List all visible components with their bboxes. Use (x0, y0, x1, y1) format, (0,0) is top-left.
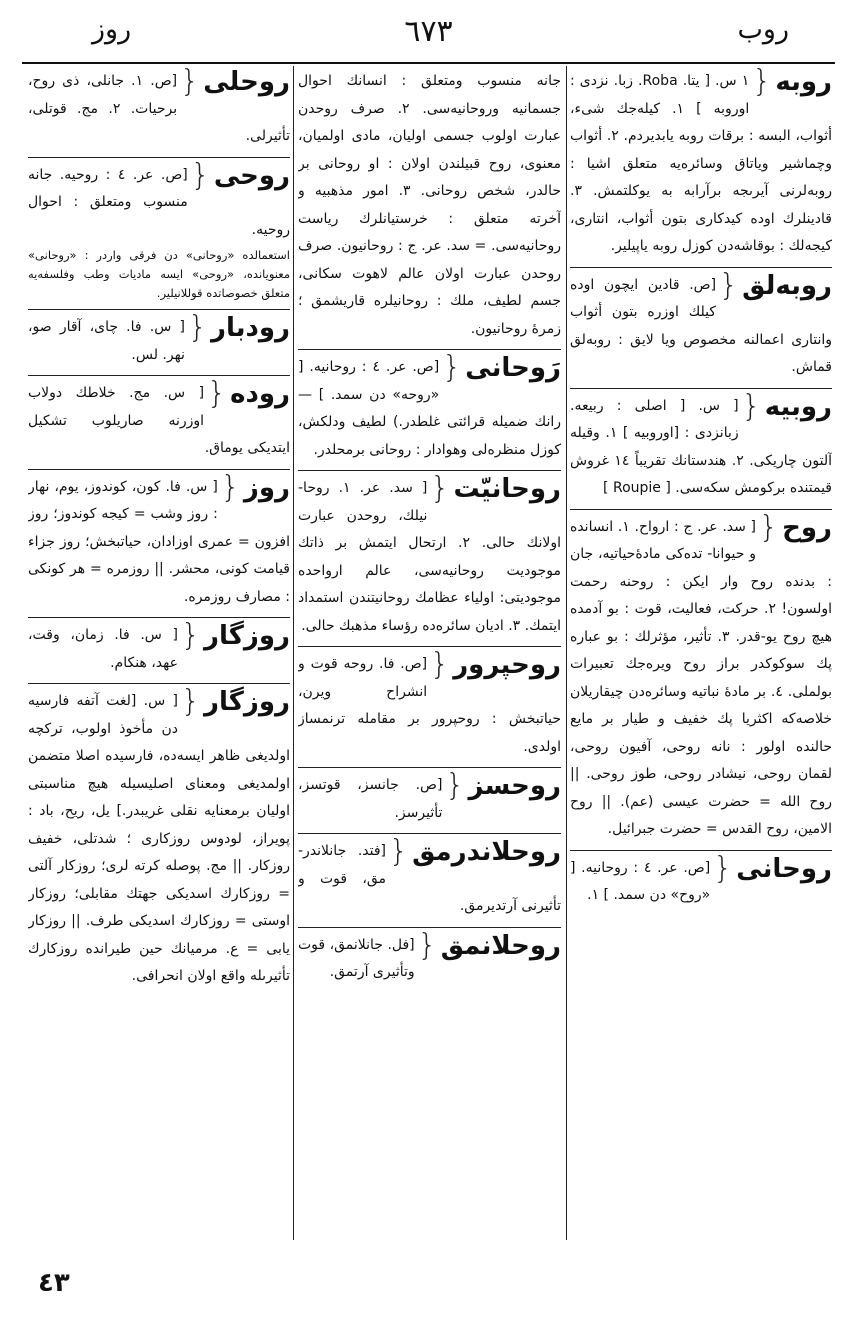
column-right (570, 66, 832, 1238)
entry-headword: روحلى (203, 67, 290, 97)
entry-brace: { (741, 388, 761, 424)
entry-definition: و انشراح ويرن، حياتبخش : روحپرور بر مقامله ترنمساز اولدى. (298, 656, 561, 755)
entry-grammar: [ س. [ اصلى : ربيعه. زبانزدى : [اوروبيه ] ١. (570, 397, 739, 441)
entry-divider (570, 850, 832, 851)
entry-grammar: [ س. [لغت آتفه فارسيه دن مأخوذ اولوب، (28, 693, 178, 737)
entry-grammar: [ص. عر. ٤ : روحانيه. [ «روحه» دن سمد. ] — (298, 359, 440, 403)
entry-definition: جانه منسوب ومتعلق : انسانك احوال جسمانيه وروحانيەسى. ٢. صرف روحدن عبارت اولوب جسمى اوليان، مادى اولميان، معنوى، روح قبيلندن اولان : او روحانى بر حالدر، شخص روحانى. ٣. امور مذهبيه و آخرته متعلق : خرستيانلرك رياست روحانيەسى. = سد. عر. ج : روحانيون. صرف روحدن عبارت اولان عالم لاهوت سكانى، جسم لطيف، ملك : روحانيلره قاريشمق ؛ زمرهٔ روحانيون. (298, 73, 561, 337)
entry-brace: { (220, 469, 240, 505)
entry-brace: { (445, 768, 465, 803)
entry-definition: ١. كيلەجك شیء، أثواب، البسە : برقات روبه يابدیردم. ٢. أثواب وچماشیر وياتاق وسائرەيه متعلق اشيا : روبەلرنى آيرىجه برآرابه بە يوكلتمش. ٣. قادينلرك اوده كيدكارى بتون أثواب، انتارى، كيجەلك : بوقاشەدن كوزل روبه ياپيلير. (570, 100, 832, 254)
entry-grammar: [ص. قادين ايچون اوده (570, 276, 717, 293)
entry-grammar: [ س. فا. چاى، آقار صو، (28, 319, 185, 335)
dictionary-entry-continued (298, 66, 561, 347)
dictionary-entry (298, 473, 561, 644)
entry-headword: روزگار (204, 621, 290, 651)
entry-brace: { (190, 157, 210, 193)
dictionary-entry (28, 469, 290, 616)
entry-divider (298, 767, 561, 768)
entry-headword: روح (782, 512, 832, 543)
dictionary-entry (570, 850, 832, 914)
entry-definition: تأثيرنى آرتديرمق. (459, 898, 561, 914)
entry-grammar: [فل. جانلانمق، قوت (298, 936, 415, 953)
right-guide-word: روب (737, 14, 789, 45)
signature-number: ٤٣ (38, 1268, 70, 1298)
dictionary-entry (28, 157, 290, 308)
dictionary-entry (570, 509, 832, 848)
entry-divider (28, 375, 290, 376)
entry-brace: { (180, 684, 201, 719)
entry-grammar: [ س. فا. كون، كوندوز، يوم، نهار : روز وشب = (28, 478, 218, 522)
entry-grammar: [ س. مج. خلاطك دولاب (28, 385, 205, 401)
entry-brace: { (207, 376, 227, 411)
entry-brace: { (389, 834, 409, 869)
entry-divider (28, 617, 290, 618)
entry-grammar: [ص. فا. روحه قوت (310, 656, 428, 672)
entry-grammar: [ص. ١. جانلى، ذى روح، (28, 73, 178, 89)
entry-definition: وقيله آلتون چاريكى. ٢. هندستانك تقريباً ١٤ غروش قيمتنده بركومش سكەسى. [ Roupie ] (570, 425, 832, 496)
dictionary-entry (28, 312, 290, 373)
dictionary-entry (570, 66, 832, 265)
dictionary-entry (298, 352, 561, 468)
entry-definition: برحيات. ٢. مج. قوتلى، تأثيرلى. (28, 100, 290, 144)
entry-definition: نهر. لس. (131, 346, 185, 363)
entry-divider (570, 267, 832, 268)
entry-headword: روبەلق (742, 270, 832, 301)
entry-divider (570, 388, 832, 389)
entry-definition: كيلك اوزره بتون أثواب وانتارى اعمالنه مخصوص ويا لايق : روبەلق قماش. (570, 304, 832, 375)
entry-divider (28, 469, 290, 470)
entry-definition: منسوب ومتعلق : احوال روحيه. (28, 194, 290, 238)
entry-brace: { (417, 927, 437, 963)
entry-grammar: [ س. فا. زمان، وقت، (28, 627, 178, 643)
header-rule (22, 62, 835, 64)
entry-headword: رودبار (211, 313, 290, 343)
page-number: ٦٧٣ (404, 14, 453, 49)
entry-brace: { (180, 618, 201, 653)
entry-definition: تدەكى مادۀحياتيه، جان : بدنده روح وار ايكن : روحنه رحمت اولسون! ٢. حركت، فعاليت، قوت : بو آدمده هيچ روح يو-قدر. ٣. تأثير، مؤثرلك : بو عباره پك سوكوكدر براز روح ويرەجك تعبيرات بولملى. ٤. بر مادۀ نباتيه وسائرەدن چيقاريلان خلاصەكه اكثريا پك خفيف و طيار بر مايع حالنده اولور : نانه روحى، آفيون روحى، لقمان روحى، نيشادر روحى، طوز روحى. || روح الله = حضرت عيسى (عم). || روح الامين، روح القدس = حضرت جبرائيل. (570, 546, 832, 837)
entry-divider (28, 683, 290, 684)
entry-definition: تأثيرسز. (394, 804, 443, 821)
entry-grammar: [ سد. عر. ١. روحا-نيلك، روحدن (298, 480, 428, 524)
dictionary-entry (28, 620, 290, 681)
entry-divider (570, 509, 832, 510)
dictionary-entry (298, 770, 561, 831)
entry-headword: روحلانمق (440, 930, 561, 961)
entry-divider (298, 833, 561, 834)
entry-headword: روحلاندرمق (412, 837, 561, 867)
entry-definition: اوزرنه صاريلوب تشكيل ايتديكى يوماق. (28, 412, 290, 456)
entry-grammar: ١ س. [ يتا. Roba. زبا. نزدى : اوروبه ] (570, 73, 750, 117)
dictionary-entry (28, 686, 290, 995)
column-left (28, 66, 290, 1238)
entry-headword: روده (230, 379, 290, 409)
dictionary-entry (298, 836, 561, 925)
entry-brace: { (759, 509, 779, 545)
column-middle (298, 66, 561, 1238)
left-guide-word: روز (92, 14, 132, 45)
entry-brace: { (442, 350, 462, 385)
entry-brace: { (180, 66, 200, 99)
entry-definition: وتأثيرى آرتمق. (329, 964, 415, 980)
entry-divider (28, 157, 290, 158)
entry-definition: عبارت اولانك حالى. ٢. ارتحال ايتمش بر ذاتك موجوديت روحانيەسى، عالم ارواحده موجودیتى: اولياء عظامك روحانيتندن استمداد ايتمك. ٣. اديان سائرەده رؤساء مذهبك حالى. (298, 507, 561, 634)
entry-brace: { (719, 267, 739, 303)
entry-definition: تركچه اولديغى ظاهر ايسەده، فارسيده اصلا متضمن اولمديغى ومعناى اصليسيله هيچ مناسبتى اوليان برمعنايه نقلى غريبدر.] يل، ريح، باد : پويراز، لودوس روزكارى ؛ شدتلى، خفيف روزكار. || مج. پوصله كرته لرى؛ روزكار آلتى = روزكارك اسديكى جهتك مقابلى؛ روزكار اوستى = روزكارك اسديكى طرف. || روزكار يابى = ع. مرميانك حين طيرانده روزكارك تأثيرىله واقع اولان انحرافى. (28, 720, 290, 984)
column-rule-left (293, 66, 294, 1240)
entry-headword: روحپرور (453, 650, 561, 680)
entry-grammar: [ص. جانسز، قوتسز، (298, 777, 443, 793)
entry-headword: روحانيّت (453, 474, 561, 504)
entry-brace: { (430, 471, 450, 506)
entry-headword: روبيه (764, 391, 832, 422)
entry-divider (28, 309, 290, 310)
entry-brace: { (430, 647, 450, 682)
dictionary-entry (28, 378, 290, 467)
entry-grammar: [ سد. عر. ج : ارواح. ١. انسانده و حيوانا- (570, 518, 757, 562)
dictionary-entry (298, 927, 561, 991)
entry-headword: رَوحانى (465, 353, 561, 383)
entry-headword: روز (243, 472, 290, 503)
entry-definition: عهد، هنكام. (110, 654, 178, 671)
entry-definition: كيجه كوندوز؛ روز افزون = عمرى اوزادان، حياتبخش؛ روز جزاء قيامت كونى، محشر. || روزمره = هر كونكى : مصارف روزمره. (28, 506, 290, 605)
entry-divider (298, 349, 561, 350)
dictionary-entry (28, 66, 290, 155)
entry-brace: { (187, 310, 208, 345)
entry-grammar: [فتد. جانلاندر-مق، قوت و (298, 843, 387, 887)
dictionary-entry (570, 267, 832, 386)
entry-headword: روبه (775, 67, 832, 97)
dictionary-entry (298, 649, 561, 765)
entry-headword: روحسز (468, 771, 561, 801)
entry-brace: { (752, 66, 772, 99)
entry-headword: روحانى (736, 853, 832, 884)
entry-brace: { (713, 850, 733, 886)
column-rule-right (566, 66, 567, 1240)
entry-headword: روحى (213, 160, 290, 191)
usage-note: استعمالده «روحانى» دن فرقى واردر : «روحانى» معنويانده، «روحى» ايسه ماديات وطب وفلسفەيه متعلق خصوصاتده قوللانيلير. (28, 248, 290, 300)
entry-grammar: [ص. عر. ٤ : روحيه. جانه (28, 166, 188, 183)
dictionary-entry (570, 388, 832, 507)
entry-grammar: [ص. عر. ٤ : روحانيه. [ «روح» دن سمد. ] ١. (570, 859, 711, 903)
entry-headword: روزگار (204, 687, 290, 717)
entry-definition: رانك ضمیله قرائتى غلطدر.) لطيف ودلكش، كوزل منظرەلى وهوادار : روحانى برمحلدر. (298, 414, 561, 458)
